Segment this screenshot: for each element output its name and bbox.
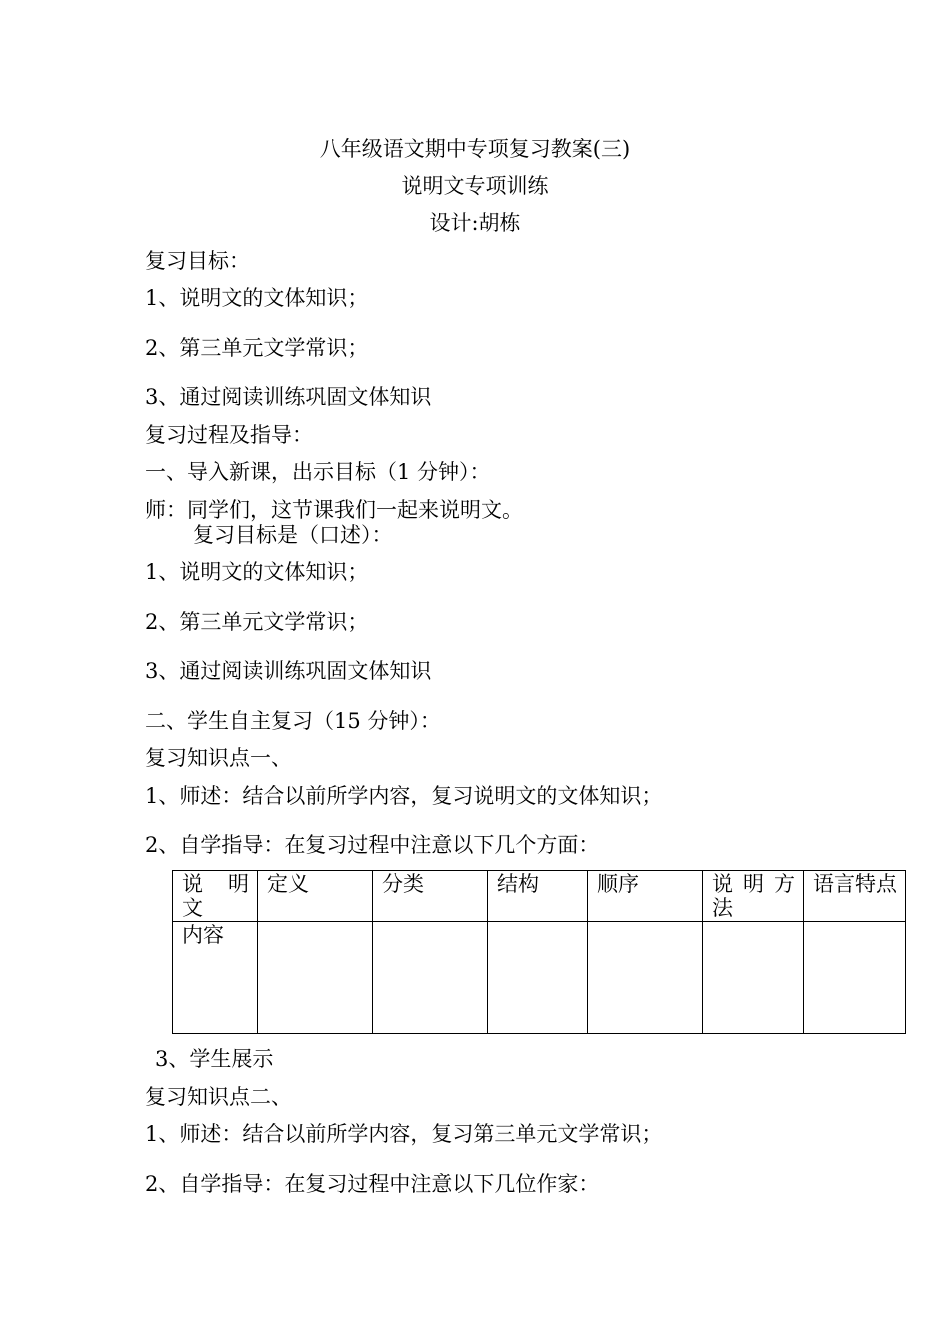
table-header-cell: 语言特点 xyxy=(804,871,906,922)
point-2-item-1: 1、师述：结合以前所学内容，复习第三单元文学常识； xyxy=(145,1122,663,1146)
table-cell-empty xyxy=(703,922,804,1034)
table-row xyxy=(173,922,906,1034)
goal-item-3: 3、通过阅读训练巩固文体知识 xyxy=(145,385,432,409)
table-cell-empty xyxy=(373,922,488,1034)
point-1-item-1: 1、师述：结合以前所学内容，复习说明文的文体知识； xyxy=(145,784,663,808)
knowledge-point-1-heading: 复习知识点一、 xyxy=(145,746,292,770)
table-header-cell: 定义 xyxy=(258,871,373,922)
designer-line: 设计:胡栋 xyxy=(429,211,521,235)
table-cell-empty xyxy=(588,922,703,1034)
document-subtitle: 说明文专项训练 xyxy=(401,174,549,198)
step-1-heading: 一、导入新课，出示目标（1 分钟）： xyxy=(145,460,491,484)
step-2-heading: 二、学生自主复习（15 分钟）： xyxy=(145,709,441,733)
table-cell-empty xyxy=(488,922,588,1034)
point-1-item-3: 3、学生展示 xyxy=(155,1047,274,1071)
table-row-label: 内容 xyxy=(173,922,258,1034)
knowledge-point-2-heading: 复习知识点二、 xyxy=(145,1085,292,1109)
table-header-cell: 分类 xyxy=(373,871,488,922)
table-header-cell: 说 明 文 xyxy=(173,871,258,922)
table-header-cell: 结构 xyxy=(488,871,588,922)
teacher-line: 师：同学们，这节课我们一起来说明文。 xyxy=(145,498,523,522)
table-cell-empty xyxy=(258,922,373,1034)
document-title: 八年级语文期中专项复习教案(三) xyxy=(319,137,631,161)
table-cell-empty xyxy=(804,922,906,1034)
goals-heading: 复习目标： xyxy=(145,249,250,273)
goal-item-3-repeat: 3、通过阅读训练巩固文体知识 xyxy=(145,659,432,683)
goal-item-1-repeat: 1、说明文的文体知识； xyxy=(145,560,369,584)
goals-oral-line: 复习目标是（口述）： xyxy=(193,523,393,547)
expository-writing-table xyxy=(172,870,906,1034)
table-header-row xyxy=(173,871,906,922)
table-header-cell: 说 明 方 法 xyxy=(703,871,804,922)
process-heading: 复习过程及指导： xyxy=(145,423,313,447)
table-header-cell: 顺序 xyxy=(588,871,703,922)
goal-item-1: 1、说明文的文体知识； xyxy=(145,286,369,310)
point-1-item-2: 2、自学指导：在复习过程中注意以下几个方面： xyxy=(145,833,600,857)
goal-item-2-repeat: 2、第三单元文学常识； xyxy=(145,610,369,634)
goal-item-2: 2、第三单元文学常识； xyxy=(145,336,369,360)
point-2-item-2: 2、自学指导：在复习过程中注意以下几位作家： xyxy=(145,1172,600,1196)
